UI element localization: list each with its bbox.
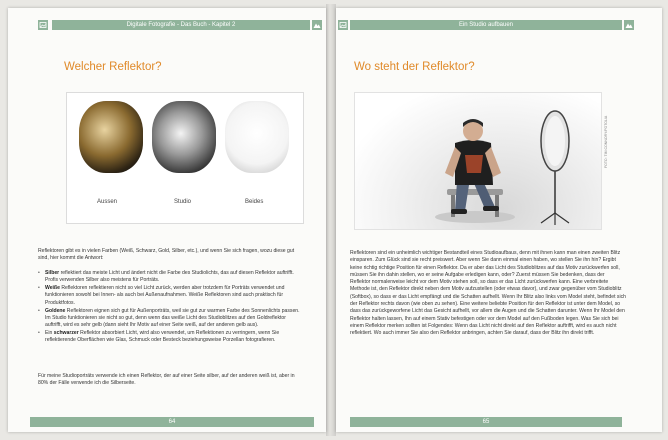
left-page-number: 64 — [30, 417, 314, 427]
studio-photo — [354, 92, 602, 230]
photo-credit: FOTO: TIM CONNORY/FOTOLIA — [604, 115, 608, 168]
figure-label-studio: Studio — [174, 199, 192, 205]
book-gutter — [326, 4, 336, 436]
bullet-text: reflektiert das meiste Licht und ändert nicht die Farbe des Studiolichts, das auf diesen Reflektor auftrifft. Profis verwenden Silber also meistens für Porträts. — [45, 270, 294, 284]
bullet-term: Weiße — [45, 285, 60, 292]
gold-reflector-image — [79, 101, 143, 173]
list-item — [38, 308, 300, 330]
left-outro-paragraph: Für meine Studioporträts verwende ich einen Reflektor, der auf einer Seite silber, auf der anderen weiß ist, aber in 80% der Fälle verwende ich die Silberseite. — [38, 373, 295, 387]
image-icon — [38, 20, 48, 30]
left-page — [8, 8, 326, 432]
list-item — [38, 270, 300, 285]
figure-label-beides: Beides — [245, 199, 264, 205]
reflector-bullet-list — [38, 270, 300, 345]
bullet-term: Goldene — [45, 307, 66, 314]
bullet-text: Reflektor absorbiert Licht, wird also verwendet, um Reflektionen zu verringern, wenn Sie reflektierende Oberflächen wie Glas, Schmuck oder Besteck beziehungsweise Porzellan fotografieren. — [45, 330, 280, 344]
right-body-paragraph: Reflektoren sind ein unheimlich wichtiger Bestandteil eines Studioaufbaus, denn mit ihnen kann man einen zweiten Blitz einsparen. Zum Glück sind sie recht preiswert. Aber wenn Sie dann einmal einen haben, wo stellen Sie ihn hin? Ergibt keine richtig richtige Position für einen Reflektor. Da er aber das Licht des Studioblitzes auf das Motiv zurückwerfen soll, müssen Sie ihn dahin stellen, wo er seine Aufgabe erledigen kann, oder? Zuerst müssen Sie bedenken, dass der Reflektor normalerweise leicht vor dem Motiv stehen soll, so dass er das Licht zurückwerfen kann. Eine verbreitete Methode ist, den Reflektor direkt neben dem Motiv aufzustellen (oder etwas davor), und zwar gegenüber vom Studioblitz (Softbox), so dass er das Licht empfängt und die Schatten aufhellt. Wenn Ihr Blitz also links vom Model steht, befindet sich der Reflektor rechts davon (wie oben zu sehen). Eine weitere beliebte Position für den Reflektor ist unter dem Model, so dass das zurückgeworfene Licht das Gesicht aufhellt, vor allem die Augen und die Schatten darunter. Wenn Ihr Model den Reflektor halten lassen, Ihn auf einem Stativ befestigen oder vor dem Model auf den Fußboden legen. Was Sie sich bei einem Reflektor merken sollten ist Folgendes: Wenn das Licht nicht direkt auf den Reflektor auftrifft, wird es auch nicht reflektiert. Wo auch immer Sie also den Reflektor anbringen, achten Sie darauf, dass der Blitz ihn direkt trifft. — [350, 250, 626, 337]
right-running-header: Ein Studio aufbauen — [350, 20, 622, 30]
bullet-text: Reflektoren reflektieren nicht so viel Licht zurück, werden aber trotzdem für Porträts verwendet und funktionieren sowohl bei Innen- als auch bei Außenaufnahmen. Weiße Reflektoren sind auch praktisch für Produktfotos. — [45, 285, 285, 306]
bullet-term: schwarzer — [53, 330, 79, 337]
mountain-icon — [624, 20, 634, 30]
left-running-header: Digitale Fotografie - Das Buch - Kapitel 2 — [52, 20, 310, 30]
white-reflector-image — [225, 101, 289, 173]
right-page-number: 65 — [350, 417, 622, 427]
model-with-reflector-illustration — [355, 93, 601, 229]
silver-reflector-image — [152, 101, 216, 173]
bullet-text: Reflektoren eignen sich gut für Außenporträts, weil sie gut zur warmen Farbe des Sonnenlichts passen. Im Studio funktionieren sie nicht so gut, denn wenn das weiße Licht des Studioblitzes auf den Goldreflektor auftrifft, wird es sehr gelb (dann sieht Ihr Motiv auf einer Seite weiß, auf der anderen gelb aus). — [45, 307, 300, 329]
image-icon — [338, 20, 348, 30]
reflector-figure — [66, 92, 304, 224]
mountain-icon — [312, 20, 322, 30]
list-item — [38, 285, 300, 307]
bullet-prefix: Ein — [45, 330, 54, 337]
left-section-title: Welcher Reflektor? — [64, 61, 162, 73]
figure-label-aussen: Aussen — [97, 199, 118, 205]
left-intro-paragraph: Reflektoren gibt es in vielen Farben (Weiß, Schwarz, Gold, Silber, etc.), und wenn Sie sich fragen, wozu diese gut sind, hier kommt die Antwort: — [38, 248, 295, 262]
right-section-title: Wo steht der Reflektor? — [354, 61, 475, 73]
bullet-term: Silber — [45, 270, 60, 276]
list-item — [38, 330, 300, 345]
right-page — [336, 8, 662, 432]
